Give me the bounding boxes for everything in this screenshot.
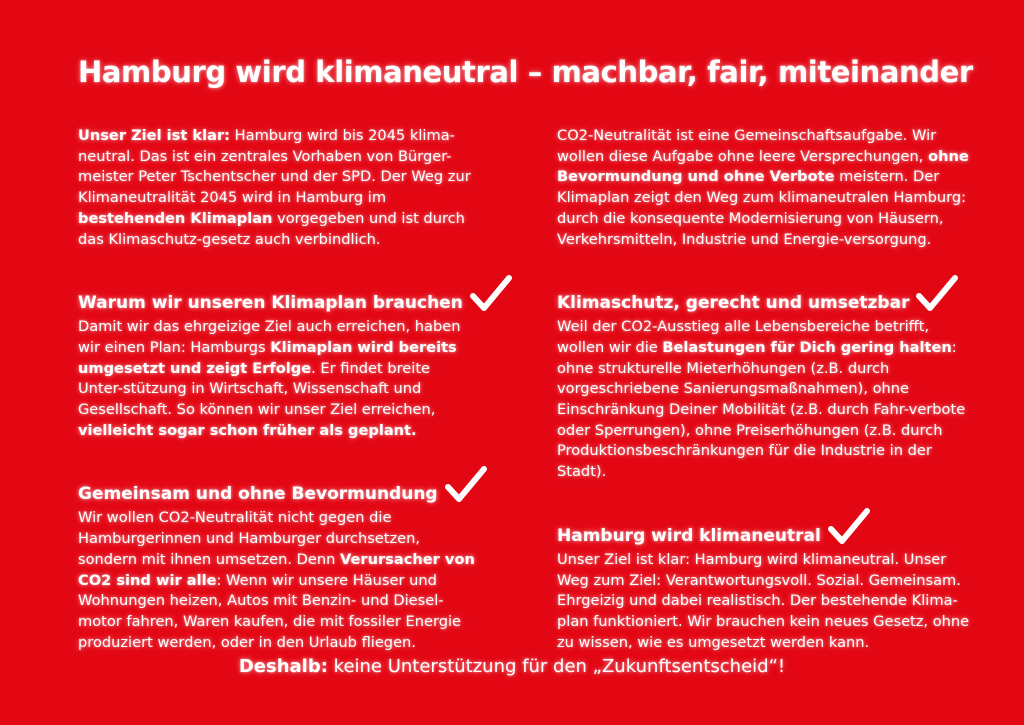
intro-paragraph [557, 126, 977, 250]
section-text-2: : ohne strukturelle Mieterhöhungen (z.B. durch vorgeschriebene Sanierungsmaßnahmen), ohne Einschränkung Deiner Mobilität (z.B. durch Fahr-verbote oder Sperrungen), ohne Preiserhöhungen (z.B. durch Produktionsbeschränkungen für die Industrie in der Stadt). [557, 338, 966, 481]
section-klimaneutral [557, 507, 977, 654]
page-title: Hamburg wird klimaneutral – machbar, fair, miteinander [78, 55, 973, 89]
section-klimaplan [78, 274, 478, 441]
checkmark-icon [827, 507, 871, 547]
section-text-1: Damit wir das ehrgeizige Ziel auch erreichen, haben wir einen Plan: Hamburgs [78, 318, 461, 356]
section-paragraph: Unser Ziel ist klar: Hamburg wird klimaneutral. Unser Weg zum Ziel: Verantwortungsvoll. Sozial. Gemeinsam. Ehrgeizig und dabei realistisch. Der bestehende Klima-plan funktioniert. Wir brauchen kein neues Gesetz, ohne zu wissen, wie es umgesetzt werden kann. [557, 550, 970, 651]
intro-text-2: vorgegeben und ist durch das Klimaschutz-gesetz auch verbindlich. [78, 209, 465, 248]
intro-text-1: CO2-Neutralität ist eine Gemeinschaftsaufgabe. Wir wollen diese Aufgabe ohne leere Versprechungen, [557, 127, 937, 165]
footer-text: keine Unterstützung für den „Zukunftsentscheid“! [327, 656, 786, 677]
section-heading-text: Klimaschutz, gerecht und umsetzbar [557, 293, 910, 314]
section-bevormundung [78, 465, 478, 653]
section-heading-gerecht [557, 274, 977, 314]
left-column [78, 126, 478, 653]
checkmark-icon [444, 465, 488, 505]
intro-bold-1: bestehenden Klimaplan [78, 209, 273, 227]
section-text-1: Weil der CO2-Ausstieg alle Lebensbereiche betrifft, wollen wir die [557, 318, 930, 356]
section-heading-bevormundung [78, 465, 478, 505]
footer-lead: Deshalb: [238, 656, 328, 677]
section-heading-klimaplan [78, 274, 478, 314]
intro-bold-1: ohne Bevormundung und ohne Verbote [557, 147, 969, 186]
section-heading-text: Hamburg wird klimaneutral [557, 525, 821, 546]
section-bold-1: Belastungen für Dich gering halten [662, 338, 952, 356]
section-bold-2: vielleicht sogar schon früher als geplant. [78, 421, 417, 439]
section-paragraph [78, 317, 478, 441]
footer-statement [0, 656, 1024, 677]
section-text-2: : Wenn wir unsere Häuser und Wohnungen heizen, Autos mit Benzin- und Diesel-motor fahren, Waren kaufen, die mit fossiler Energie produziert werden, oder in den Urlaub fliegen. [78, 571, 462, 651]
section-heading-text: Gemeinsam und ohne Bevormundung [78, 484, 438, 505]
right-column [557, 126, 977, 653]
section-heading-klimaneutral [557, 507, 977, 547]
section-heading-text: Warum wir unseren Klimaplan brauchen [78, 293, 463, 314]
intro-text-1: Hamburg wird bis 2045 klima-neutral. Das ist ein zentrales Vorhaben von Bürger-meister Peter Tschentscher und der SPD. Der Weg zur Klimaneutralität 2045 wird in Hamburg im [78, 127, 471, 207]
section-paragraph [78, 508, 478, 653]
section-text-1: Wir wollen CO2-Neutralität nicht gegen die Hamburgerinnen und Hamburger durchsetzen, sondern mit ihnen umsetzen. Denn [78, 509, 421, 568]
section-bold-1: Verursacher von CO2 sind wir alle [78, 550, 475, 589]
checkmark-icon [469, 274, 513, 314]
section-bold-1: Klimaplan wird bereits umgesetzt und zeigt Erfolge [78, 338, 457, 377]
section-paragraph [557, 317, 977, 483]
intro-lead: Unser Ziel ist klar: [78, 127, 231, 144]
intro-paragraph [78, 126, 478, 250]
section-text-2: . Er findet breite Unter-stützung in Wirtschaft, Wissenschaft und Gesellschaft. So können wir unser Ziel erreichen, [78, 359, 436, 419]
intro-text-2: meistern. Der Klimaplan zeigt den Weg zum klimaneutralen Hamburg: durch die konsequente Modernisierung von Häusern, Verkehrsmitteln, Industrie und Energie-versorgung. [557, 168, 967, 248]
checkmark-icon [915, 274, 959, 314]
section-gerecht [557, 274, 977, 483]
